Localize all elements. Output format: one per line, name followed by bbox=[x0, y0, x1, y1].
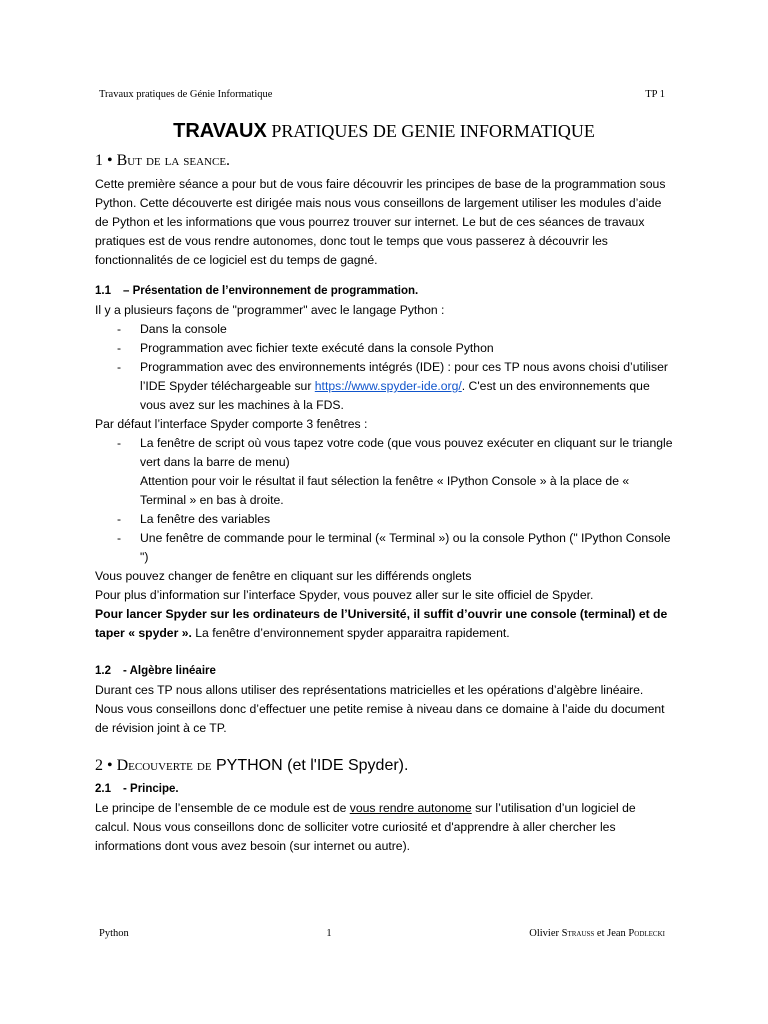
list-item-text: Dans la console bbox=[140, 322, 227, 336]
subsection-1-1-heading bbox=[95, 282, 673, 301]
footer-course: Python bbox=[99, 928, 129, 939]
command-window-text: Une fenêtre de commande pour le terminal (« Terminal ») ou la console Python (" IPython Console ") bbox=[140, 531, 671, 564]
author-join: et Jean bbox=[594, 928, 629, 939]
section-1-title: But de la seance. bbox=[116, 152, 231, 169]
spyder-windows-list bbox=[95, 434, 673, 567]
variables-window-text: La fenêtre des variables bbox=[140, 512, 271, 526]
launch-spyder-paragraph bbox=[95, 605, 673, 643]
section-2-title-sc: Decouverte de bbox=[116, 757, 212, 774]
principle-paragraph bbox=[95, 799, 673, 856]
title-rest: PRATIQUES DE GENIE INFORMATIQUE bbox=[271, 121, 595, 141]
author-1-first: Olivier bbox=[529, 928, 562, 939]
ide-text-before: Programmation avec des environnements intégrés (IDE) : pour ces TP nous avons choisi d’utiliser l’IDE Spyder téléchargeable sur bbox=[140, 360, 668, 393]
spyder-website-link[interactable]: https://www.spyder-ide.org/ bbox=[314, 379, 462, 393]
section-1-intro: Cette première séance a pour but de vous faire découvrir les principes de base de la programmation sous Python. Cette découverte est dirigée mais nous vous conseillons de largement utiliser les modules d’aide de Python et les informations que vous pourrez trouver sur internet. Le but de ces séances de travaux pratiques est de vous rendre autonomes, donc tout le temps que vous passerez à découvrir les fonctionnalités de ce logiciel est du temps de gagné. bbox=[95, 177, 666, 267]
dash-bullet: - bbox=[117, 322, 122, 336]
principle-text-before: Le principe de l’ensemble de ce module est de bbox=[95, 801, 350, 815]
principle-underlined: vous rendre autonome bbox=[349, 801, 472, 815]
section-1-heading bbox=[95, 151, 673, 171]
ide-text-after: . C'est un des environnements que vous avez sur les machines à la FDS. bbox=[140, 379, 650, 412]
header-tp-number: TP 1 bbox=[645, 89, 665, 100]
section-2-heading bbox=[95, 756, 673, 776]
section-2-number: 2 • bbox=[95, 757, 117, 774]
list-item bbox=[95, 529, 673, 567]
linear-algebra-text: Durant ces TP nous allons utiliser des représentations matricielles et les opérations d’algèbre linéaire. Nous vous conseillons donc d’effectuer une petite remise à niveau dans ce domaine à l’aide du document de révision joint à ce TP. bbox=[95, 683, 665, 735]
spyder-windows-lead: Par défaut l’interface Spyder comporte 3 fenêtres : bbox=[95, 417, 368, 431]
list-item-text: Programmation avec fichier texte exécuté dans la console Python bbox=[140, 341, 494, 355]
author-2-last: Podlecki bbox=[628, 928, 665, 939]
script-window-text: La fenêtre de script où vous tapez votre code (que vous pouvez exécuter en cliquant sur le triangle vert dans la barre de menu) bbox=[140, 436, 673, 469]
page-footer bbox=[99, 928, 665, 939]
launch-spyder-rest: La fenêtre d’environnement spyder apparaitra rapidement. bbox=[191, 626, 510, 640]
launch-spyder-bold: Pour lancer Spyder sur les ordinateurs de l’Université, il suffit d’ouvrir une console (terminal) et de taper « spyder ». bbox=[95, 607, 668, 640]
list-item bbox=[95, 358, 673, 415]
title-first-word: TRAVAUX bbox=[173, 120, 267, 142]
page-header bbox=[99, 89, 665, 100]
script-window-note: Attention pour voir le résultat il faut sélection la fenêtre « IPython Console » à la place de « Terminal » en bas à droite. bbox=[140, 474, 630, 507]
document-title bbox=[95, 120, 673, 143]
subsection-1-2-title: - Algèbre linéaire bbox=[123, 665, 216, 677]
principle-text-after: sur l’utilisation d’un logiciel de calcul. Nous vous conseillons donc de solliciter votre curiosité et d'apprendre à aller chercher les informations dont vous avez besoin (sur internet ou autre). bbox=[95, 801, 636, 853]
dash-bullet: - bbox=[117, 531, 122, 545]
list-item bbox=[95, 320, 673, 339]
subsection-1-2-heading bbox=[95, 662, 673, 681]
dash-bullet: - bbox=[117, 436, 122, 450]
dash-bullet: - bbox=[117, 512, 122, 526]
footer-page-number: 1 bbox=[326, 928, 332, 939]
subsection-2-1-title: - Principe. bbox=[123, 783, 179, 795]
dash-bullet: - bbox=[117, 360, 122, 374]
list-item bbox=[95, 339, 673, 358]
section-1-number: 1 • bbox=[95, 152, 117, 169]
programming-ways-list bbox=[95, 320, 673, 415]
subsection-1-2-number: 1.2 bbox=[95, 665, 111, 677]
subsection-1-1-number: 1.1 bbox=[95, 285, 111, 297]
subsection-2-1-heading bbox=[95, 780, 673, 799]
footer-authors bbox=[529, 928, 665, 939]
change-window-text: Vous pouvez changer de fenêtre en cliquant sur les différends onglets bbox=[95, 569, 472, 583]
list-item bbox=[95, 510, 673, 529]
author-1-last: Strauss bbox=[561, 928, 595, 939]
section-2-title-rest: PYTHON (et l'IDE Spyder). bbox=[211, 757, 409, 774]
dash-bullet: - bbox=[117, 341, 122, 355]
subsection-2-1-number: 2.1 bbox=[95, 783, 111, 795]
page-content bbox=[95, 120, 673, 856]
more-info-text: Pour plus d’information sur l’interface Spyder, vous pouvez aller sur le site officiel de Spyder. bbox=[95, 588, 594, 602]
programming-ways-lead: Il y a plusieurs façons de "programmer" avec le langage Python : bbox=[95, 303, 445, 317]
subsection-1-1-title: – Présentation de l’environnement de programmation. bbox=[123, 285, 419, 297]
header-course-title: Travaux pratiques de Génie Informatique bbox=[99, 89, 273, 100]
list-item bbox=[95, 434, 673, 510]
